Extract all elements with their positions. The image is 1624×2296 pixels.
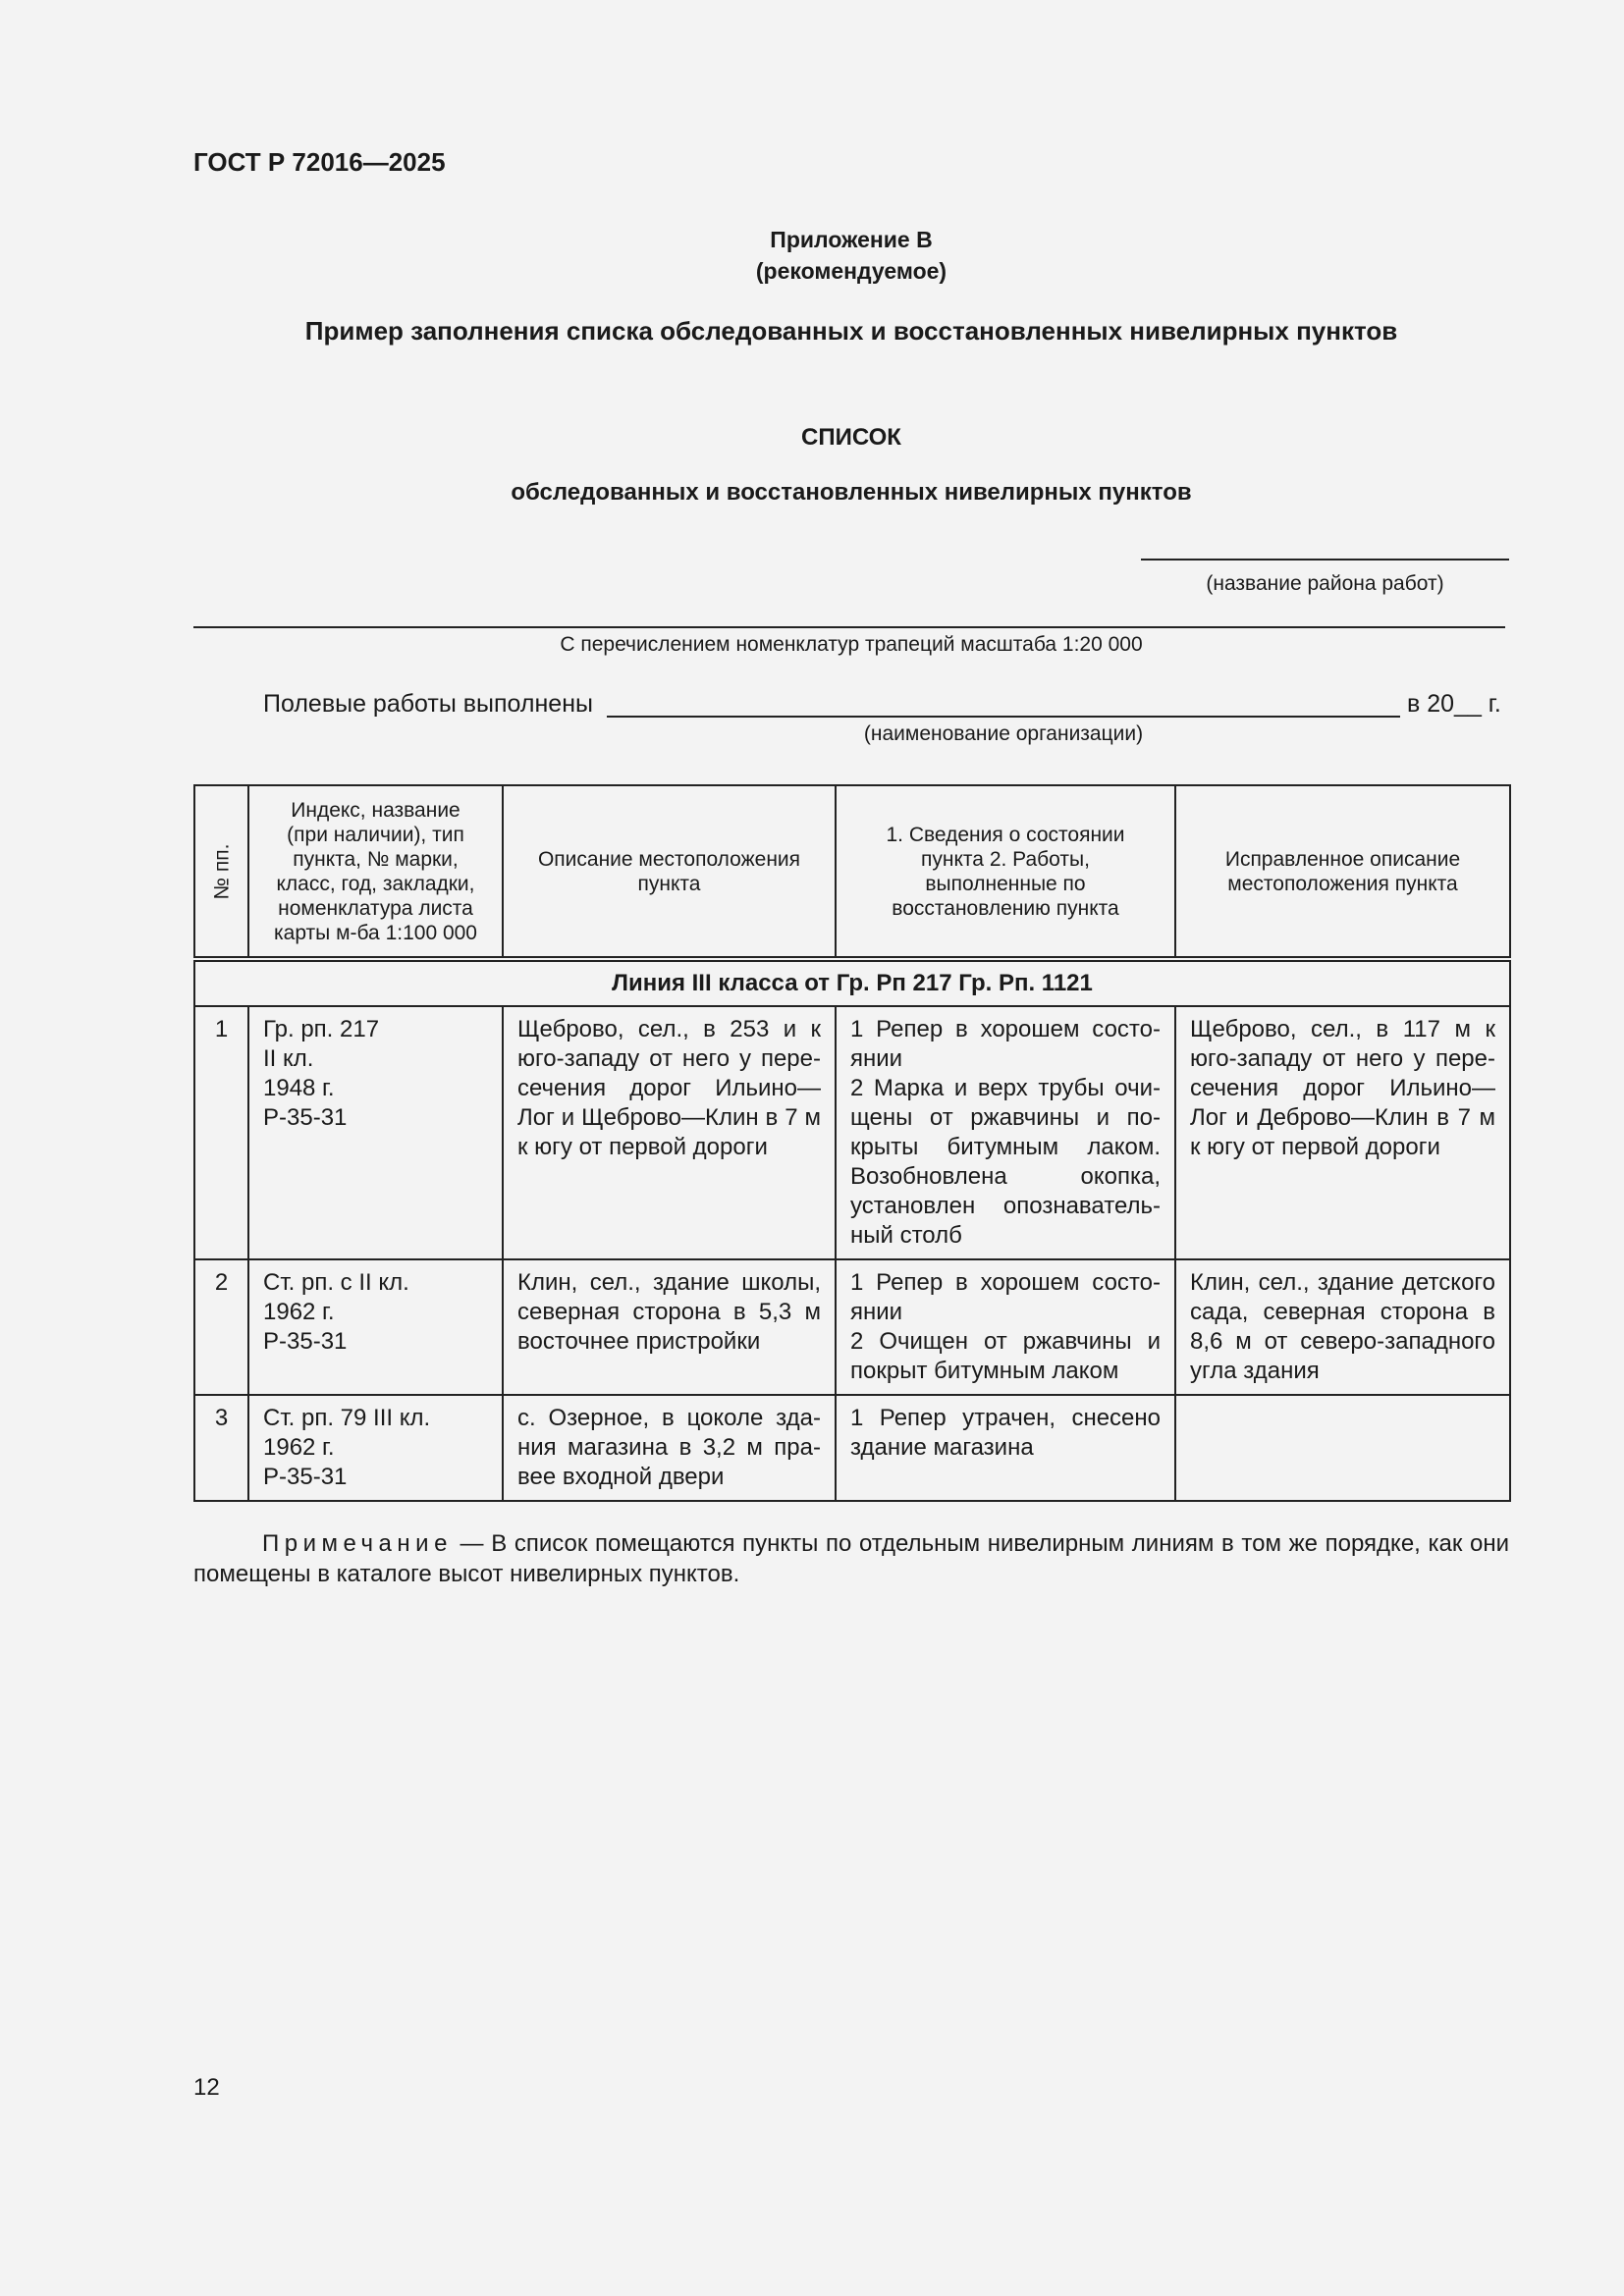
area-name-line [1141,559,1509,561]
header-status: 1. Сведения о состоянии пункта 2. Работы, выполненные по восстановлению пункта [836,785,1175,959]
main-heading: Пример заполнения списка обследованных и восстановленных нивелирных пунктов [304,316,1398,346]
row-status: 1 Репер в хорошем состоянии 2 Марка и верх трубы очищены от ржавчины и покрыты битумным лаком. Возобновлена окопка, установлен опознавательный столб [836,1006,1175,1259]
trapezoid-caption: С перечислением номенклатур трапеций масштаба 1:20 000 [560,633,1143,656]
note-lead: Примечание [262,1530,453,1557]
fieldwork-label: Полевые работы выполнены [263,690,593,718]
row-location: Щеброво, сел., в 253 и к юго-западу от него у пересечения дорог Ильино—Лог и Щеброво—Клин в 7 м к югу от первой дороги [503,1006,836,1259]
trapezoid-line [193,626,1505,628]
section-row [194,959,1510,1006]
section-title: Линия III класса от Гр. Рп 217 Гр. Рп. 1121 [194,959,1510,1006]
appendix-title: Приложение В [770,227,933,252]
row-status: 1 Репер в хорошем состоянии 2 Очищен от ржавчины и покрыт битумным лаком [836,1259,1175,1395]
list-title: СПИСОК [801,424,901,451]
row-status: 1 Репер утрачен, снесено здание магазина [836,1395,1175,1501]
area-name-caption: (название района работ) [1206,572,1444,595]
row-number: 1 [194,1006,248,1259]
row-location: с. Озерное, в цоколе здания магазина в 3,2 м правее входной двери [503,1395,836,1501]
points-table [193,784,1511,1502]
row-index: Ст. рп. с II кл. 1962 г. Р-35-31 [248,1259,503,1395]
table-row [194,1259,1510,1395]
row-corrected: Щеброво, сел., в 117 м к юго-западу от него у пересечения дорог Ильино—Лог и Деброво—Клин в 7 м к югу от первой дороги [1175,1006,1510,1259]
header-corrected: Исправленное описание местоположения пункта [1175,785,1510,959]
note-text: — В список помещаются пункты по отдельным нивелирным линиям в том же порядке, как они помещены в каталоге высот нивелирных пунктов. [193,1530,1509,1587]
row-number: 2 [194,1259,248,1395]
organization-caption: (наименование организации) [863,722,1144,745]
header-number: № пп. [194,785,248,959]
table-row [194,1006,1510,1259]
note [193,1528,1509,1589]
header-index: Индекс, название (при наличии), тип пункта, № марки, класс, год, закладки, номенклатура листа карты м-ба 1:100 000 [248,785,503,959]
appendix-heading [193,224,1509,287]
fieldwork-year: в 20__ г. [1407,690,1501,718]
row-index: Ст. рп. 79 III кл. 1962 г. Р-35-31 [248,1395,503,1501]
table-header-row [194,785,1510,959]
list-subtitle: обследованных и восстановленных нивелирных пунктов [511,479,1192,506]
row-corrected [1175,1395,1510,1501]
row-corrected: Клин, сел., здание детского сада, северная сторона в 8,6 м от северо-западного угла здания [1175,1259,1510,1395]
row-location: Клин, сел., здание школы, северная сторона в 5,3 м восточнее пристройки [503,1259,836,1395]
document-code: ГОСТ Р 72016—2025 [193,147,446,177]
table-row [194,1395,1510,1501]
row-number: 3 [194,1395,248,1501]
row-index: Гр. рп. 217 II кл. 1948 г. Р-35-31 [248,1006,503,1259]
appendix-subtitle: (рекомендуемое) [755,258,947,284]
organization-line [607,716,1400,718]
page-number: 12 [193,2074,220,2101]
header-location: Описание местоположения пункта [503,785,836,959]
